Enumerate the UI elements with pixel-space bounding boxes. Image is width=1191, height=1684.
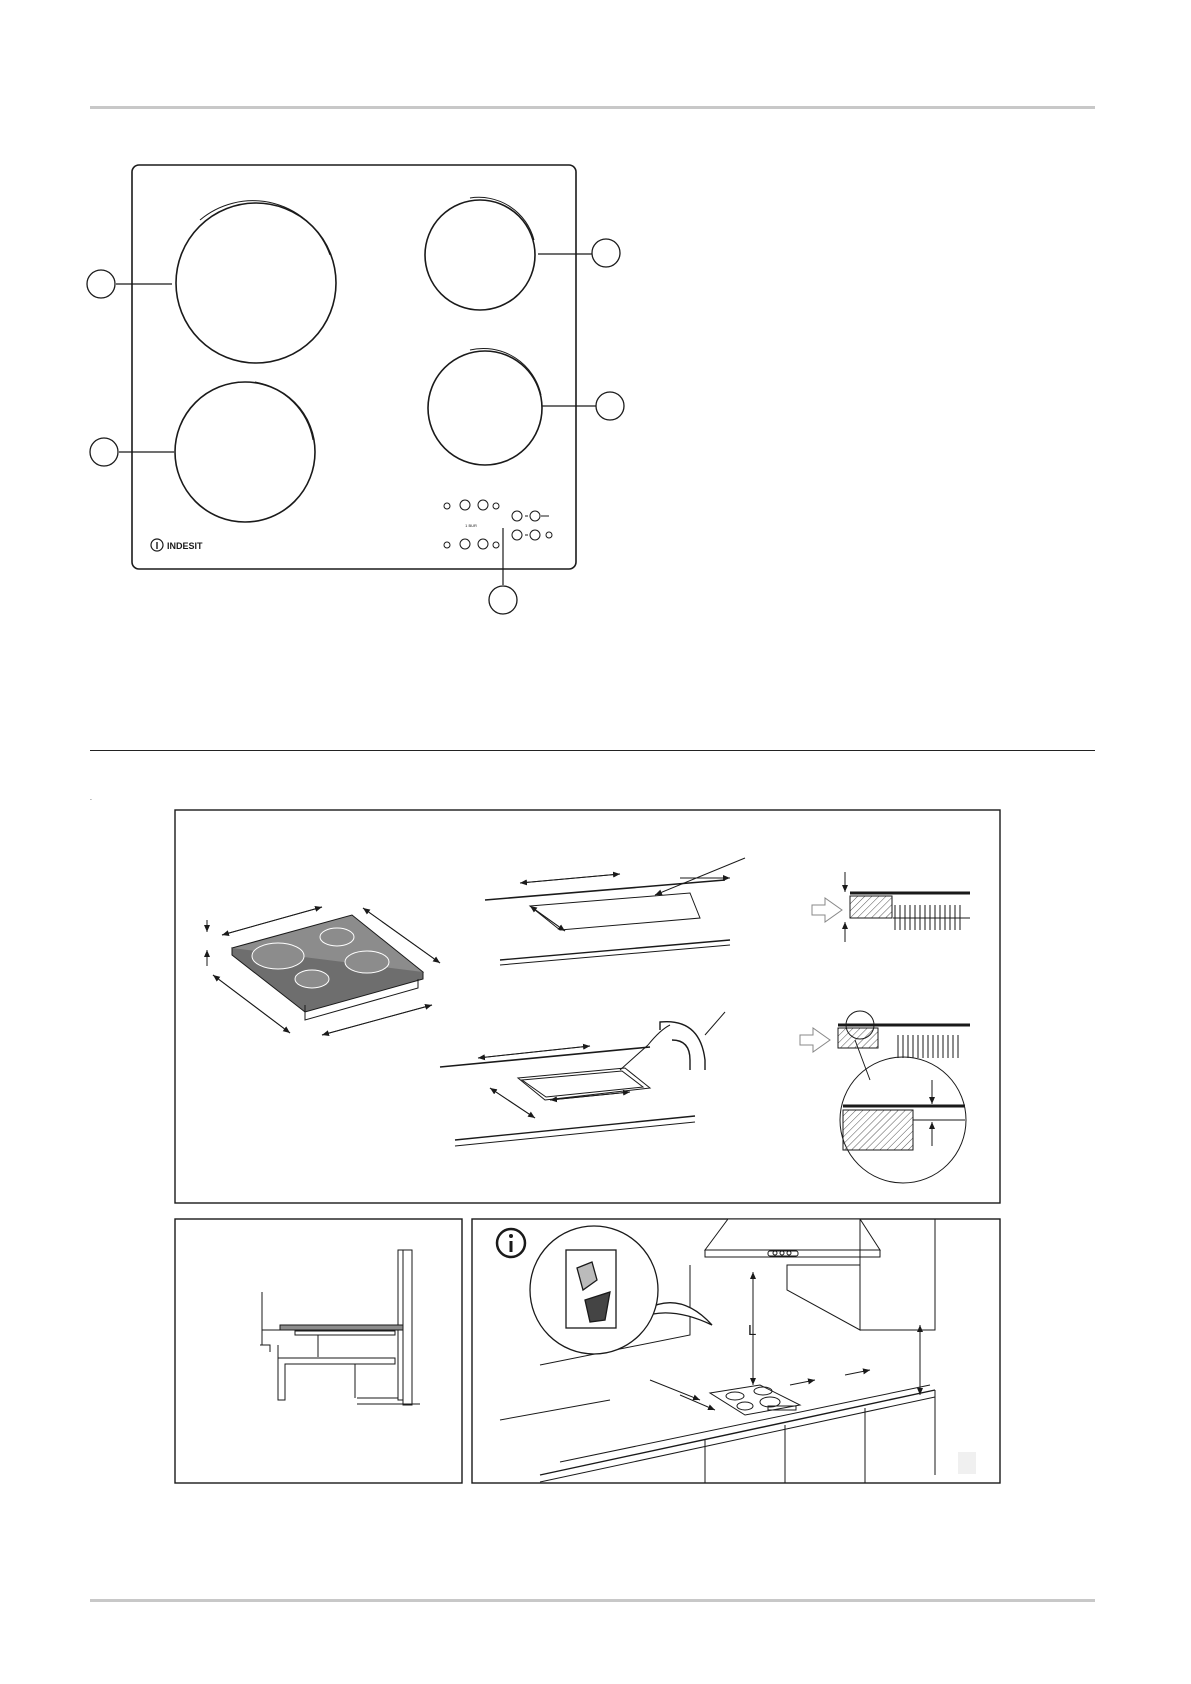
side-section-diagram xyxy=(260,1250,420,1405)
callout-2 xyxy=(90,438,118,466)
callout-3 xyxy=(592,239,620,267)
seal-detail-bottom xyxy=(800,1011,970,1183)
power-level-buttons-top xyxy=(444,500,499,510)
seal-detail-top xyxy=(812,872,970,942)
button-caption: 1 BUR xyxy=(465,523,477,528)
hob-top-view xyxy=(116,165,597,585)
cooking-zone-rear-left xyxy=(176,201,336,363)
callout-5 xyxy=(489,586,517,614)
worktop-cutout-top xyxy=(485,858,745,965)
callout-circles xyxy=(87,239,624,614)
info-icon xyxy=(497,1229,525,1257)
timer-buttons xyxy=(512,511,552,540)
callout-1 xyxy=(87,270,115,298)
hob-outline xyxy=(132,165,576,569)
power-icon xyxy=(546,532,552,538)
cooking-zone-front-right xyxy=(428,348,542,465)
hood-detail-bubble xyxy=(530,1226,712,1354)
cooking-zone-front-left xyxy=(175,382,315,522)
power-level-buttons-bottom xyxy=(444,539,499,549)
brand-text: INDESIT xyxy=(167,541,203,551)
indesit-logo xyxy=(151,539,203,551)
cooking-zone-rear-right xyxy=(425,197,535,310)
control-panel xyxy=(444,500,552,549)
callout-4 xyxy=(596,392,624,420)
hob-isometric-dimensions xyxy=(207,907,440,1035)
worktop-cutout-bottom xyxy=(440,1012,725,1146)
stray-mark: ` xyxy=(90,800,92,806)
hood-distance-label: L xyxy=(748,1322,757,1339)
